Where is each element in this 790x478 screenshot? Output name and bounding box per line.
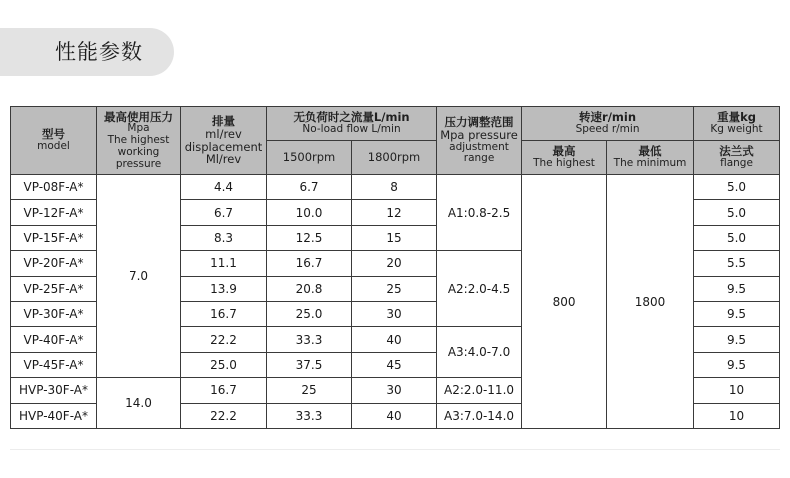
flow-1500-cell: 37.5 bbox=[267, 352, 352, 377]
weight-cell: 5.5 bbox=[694, 251, 780, 276]
adjust-range-cell: A3:7.0-14.0 bbox=[437, 403, 522, 428]
header-speed-highest: 最高 The highest bbox=[522, 141, 607, 175]
header-model: 型号 model bbox=[11, 107, 97, 175]
model-cell: VP-45F-A* bbox=[11, 352, 97, 377]
flow-1800-cell: 30 bbox=[352, 378, 437, 403]
speed-minimum-cell: 1800 bbox=[607, 175, 694, 429]
flow-1500-cell: 25 bbox=[267, 378, 352, 403]
model-cell: VP-15F-A* bbox=[11, 225, 97, 250]
divider bbox=[10, 449, 780, 450]
max-pressure-cell: 7.0 bbox=[97, 175, 181, 378]
model-cell: HVP-40F-A* bbox=[11, 403, 97, 428]
adjust-range-cell: A2:2.0-4.5 bbox=[437, 251, 522, 327]
flow-1800-cell: 15 bbox=[352, 225, 437, 250]
table-row bbox=[11, 175, 780, 200]
displacement-cell: 13.9 bbox=[181, 276, 267, 301]
weight-cell: 9.5 bbox=[694, 301, 780, 326]
flow-1500-cell: 16.7 bbox=[267, 251, 352, 276]
weight-cell: 9.5 bbox=[694, 327, 780, 352]
header-speed: 转速r/min Speed r/min bbox=[522, 107, 694, 141]
flow-1500-cell: 25.0 bbox=[267, 301, 352, 326]
flow-1500-cell: 20.8 bbox=[267, 276, 352, 301]
displacement-cell: 11.1 bbox=[181, 251, 267, 276]
weight-cell: 9.5 bbox=[694, 276, 780, 301]
displacement-cell: 22.2 bbox=[181, 403, 267, 428]
header-flow-1800rpm: 1800rpm bbox=[352, 141, 437, 175]
flow-1800-cell: 40 bbox=[352, 403, 437, 428]
flow-1800-cell: 20 bbox=[352, 251, 437, 276]
flow-1500-cell: 12.5 bbox=[267, 225, 352, 250]
weight-cell: 9.5 bbox=[694, 352, 780, 377]
flow-1500-cell: 6.7 bbox=[267, 175, 352, 200]
flow-1800-cell: 25 bbox=[352, 276, 437, 301]
header-flow-1500rpm: 1500rpm bbox=[267, 141, 352, 175]
model-cell: VP-30F-A* bbox=[11, 301, 97, 326]
displacement-cell: 6.7 bbox=[181, 200, 267, 225]
performance-parameters-table bbox=[10, 106, 780, 429]
header-flange: 法兰式 flange bbox=[694, 141, 780, 175]
adjust-range-cell: A1:0.8-2.5 bbox=[437, 175, 522, 251]
model-cell: VP-12F-A* bbox=[11, 200, 97, 225]
displacement-cell: 25.0 bbox=[181, 352, 267, 377]
displacement-cell: 16.7 bbox=[181, 301, 267, 326]
flow-1800-cell: 12 bbox=[352, 200, 437, 225]
displacement-cell: 8.3 bbox=[181, 225, 267, 250]
displacement-cell: 16.7 bbox=[181, 378, 267, 403]
adjust-range-cell: A2:2.0-11.0 bbox=[437, 378, 522, 403]
header-weight: 重量kg Kg weight bbox=[694, 107, 780, 141]
weight-cell: 5.0 bbox=[694, 175, 780, 200]
max-pressure-cell: 14.0 bbox=[97, 378, 181, 429]
displacement-cell: 22.2 bbox=[181, 327, 267, 352]
speed-highest-cell: 800 bbox=[522, 175, 607, 429]
header-no-load-flow: 无负荷时之流量L/min No-load flow L/min bbox=[267, 107, 437, 141]
weight-cell: 5.0 bbox=[694, 200, 780, 225]
adjust-range-cell: A3:4.0-7.0 bbox=[437, 327, 522, 378]
flow-1500-cell: 10.0 bbox=[267, 200, 352, 225]
header-pressure-adjustment: 压力调整范围 Mpa pressure adjustment range bbox=[437, 107, 522, 175]
displacement-cell: 4.4 bbox=[181, 175, 267, 200]
section-title: 性能参数 bbox=[55, 40, 143, 64]
model-cell: VP-40F-A* bbox=[11, 327, 97, 352]
weight-cell: 10 bbox=[694, 403, 780, 428]
flow-1800-cell: 45 bbox=[352, 352, 437, 377]
header-displacement: 排量 ml/rev displacement Ml/rev bbox=[181, 107, 267, 175]
weight-cell: 5.0 bbox=[694, 225, 780, 250]
model-cell: VP-20F-A* bbox=[11, 251, 97, 276]
model-cell: VP-25F-A* bbox=[11, 276, 97, 301]
header-speed-minimum: 最低 The minimum bbox=[607, 141, 694, 175]
header-max-pressure: 最高使用压力 Mpa The highest working pressure bbox=[97, 107, 181, 175]
flow-1800-cell: 40 bbox=[352, 327, 437, 352]
flow-1800-cell: 8 bbox=[352, 175, 437, 200]
flow-1800-cell: 30 bbox=[352, 301, 437, 326]
flow-1500-cell: 33.3 bbox=[267, 327, 352, 352]
flow-1500-cell: 33.3 bbox=[267, 403, 352, 428]
model-cell: VP-08F-A* bbox=[11, 175, 97, 200]
weight-cell: 10 bbox=[694, 378, 780, 403]
model-cell: HVP-30F-A* bbox=[11, 378, 97, 403]
